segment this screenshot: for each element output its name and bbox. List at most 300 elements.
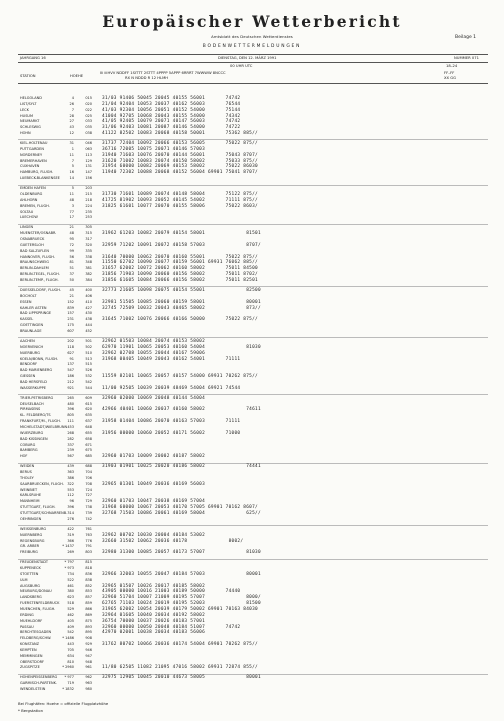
station-name: CUXHAVEN (20, 164, 40, 169)
station-height: 157 (67, 311, 74, 316)
station-id: 025 (85, 113, 92, 118)
station-name: EMDEN HAFEN (20, 186, 46, 191)
station-height: 48 (69, 231, 74, 236)
station-name: BRAUNLAGE (20, 328, 42, 333)
synop-code: 32960 01703 10047 20038 40169 57004 (102, 499, 206, 505)
station-id: 406 (85, 293, 92, 298)
station-height: 48 (69, 197, 74, 202)
station-id: 866 (85, 607, 92, 611)
station-id: 513 (85, 356, 92, 361)
station-id: 542 (85, 379, 92, 384)
synop-code: 32959 71202 10091 20072 40158 57003 8707/ (102, 242, 261, 248)
station-height: 14 (69, 176, 74, 181)
station-id: 637 (85, 419, 92, 424)
synop-code: 31737 72404 10092 20066 40153 56005 75022 875// (102, 141, 258, 147)
synop-code: 32962 00702 10030 20004 40184 53002 (102, 532, 206, 538)
station-name: REGENSBURG (20, 538, 45, 543)
station-name: LIST/SYLT (20, 101, 37, 106)
station-id: 317 (85, 237, 92, 242)
station-name: LECK (20, 107, 29, 112)
station-name: FELDBERG/SCHW. (20, 636, 52, 641)
station-name: GIESSEN (20, 374, 36, 379)
synop-code: 32660 31502 10062 20036 40178 8002/ (102, 538, 244, 544)
station-height: 396 (67, 407, 74, 412)
synop-code: 41725 81902 10093 20052 40145 54002 71111 875// (102, 197, 258, 203)
station-height: 81 (69, 260, 74, 265)
station-name: ZUGSPITZE (20, 665, 40, 670)
station-height: 111 (67, 419, 74, 424)
station-height: 4 (71, 96, 74, 100)
synop-code: 32768 71503 10086 20061 40169 58004 625// (102, 510, 261, 516)
station-name: BRAUNSCHWEIG (20, 260, 49, 265)
station-id: 963 (85, 681, 92, 686)
station-name: BERLIN-DAHLEM (20, 266, 49, 271)
station-id: 338 (85, 254, 92, 259)
station-id: 452 (85, 328, 92, 333)
time-utc-label: 00 UHR UTC (230, 64, 253, 68)
station-height: 542 (67, 630, 74, 635)
station-name: AHLHORN (20, 197, 38, 202)
station-name: DUESSELDORF, FLUGH. (20, 288, 61, 293)
station-id: 129 (85, 158, 92, 163)
code-columns-header: IIi iiiHVV NDDFF 1SITTT 2STTT 4PPPP 5APPP 6RRRT 7WWWW 8NCCC (100, 71, 226, 75)
station-height: 21 (69, 225, 74, 230)
station-id: 655 (85, 430, 92, 435)
synop-code: 31968 00405 10049 20043 40162 54001 71111 (102, 356, 241, 362)
issue-number: NUMMER 071 (454, 56, 479, 60)
station-name: NORDERNEY (20, 152, 43, 157)
station-name: BERUS (20, 470, 32, 475)
station-height: 239 (67, 448, 74, 453)
station-id: 724 (85, 487, 92, 492)
synop-code: 41/05 92405 10079 20071 40147 56003 74742 (102, 119, 241, 125)
station-name: FREUDENSTADT (20, 560, 49, 565)
station-height: 27 (69, 119, 74, 124)
station-name: PUTTGARDEN (20, 146, 44, 151)
station-name: NUERBURG (20, 350, 40, 355)
station-height: 719 (67, 681, 74, 686)
station-height: 363 (67, 470, 74, 475)
station-name: KEMPTEN (20, 647, 37, 652)
station-id: 515 (85, 362, 92, 367)
station-height: 118 (67, 344, 74, 349)
station-name: FUERSTENFELDBRUCK (20, 601, 60, 606)
synop-code: 31657 62002 10072 20062 40160 58002 75011 84500 (102, 266, 258, 272)
station-id: 675 (85, 448, 92, 453)
station-height: 11 (69, 192, 74, 197)
station-id: 704 (85, 470, 92, 475)
station-height: 386 (67, 475, 74, 480)
synop-code: 32965 01507 10026 20017 40185 58002 (102, 583, 206, 589)
station-column-header: STATION (20, 74, 36, 78)
station-name: LINGEN (20, 225, 34, 230)
station-id: 908 (85, 636, 92, 641)
station-id: 113 (85, 152, 92, 157)
station-name: BERLIN-TEMP., FLUGH. (20, 278, 59, 283)
station-id: 859 (85, 601, 92, 606)
station-name: WASSERKUPPE (20, 385, 46, 390)
station-name: HELGOLAND (20, 96, 42, 100)
station-name: MUENSTER/OSNABR. (20, 231, 57, 236)
station-height: 5 (71, 164, 74, 169)
synop-code: 42970 02001 10038 20034 40183 56006 (102, 630, 206, 636)
station-name: MICHELSTADT/WIELBRUNN (20, 424, 68, 429)
station-height: 99 (69, 248, 74, 253)
station-name: FREIBURG (20, 550, 38, 555)
station-height: 95 (69, 237, 74, 242)
station-name: FRANKFURT/M., FLUGH. (20, 419, 61, 424)
station-height: 553 (67, 487, 74, 492)
station-id: 501 (85, 339, 92, 343)
station-id: 658 (85, 436, 92, 441)
wind-columns-subheader: XX GG (444, 76, 456, 80)
station-name: BAD MARIENBERG (20, 368, 53, 373)
station-height: 77 (69, 209, 74, 214)
synop-code: 32962 02708 10055 20044 40167 59006 (102, 350, 206, 356)
station-name: MEMMINGEN (20, 653, 43, 658)
synop-code: 31954 60000 10082 20069 40153 58002 75022 86030 (102, 164, 258, 170)
station-id: 384 (85, 278, 92, 283)
station-height: * 797 (64, 560, 74, 565)
synop-code: 31968 60000 10067 20053 40170 57005 69901 70162 8607/ (102, 505, 258, 511)
station-name: MUEHLDORF (20, 618, 43, 623)
synop-code: 31/03 91406 50045 20045 40155 56001 74742 (102, 96, 241, 101)
station-name: KUPPENECK (20, 566, 41, 571)
station-name: WUERZBURG (20, 430, 44, 435)
station-name: OEHRINGEN (20, 516, 42, 521)
station-name: BENDORF (20, 362, 38, 367)
station-height: 202 (67, 339, 74, 343)
station-id: 875 (85, 618, 92, 623)
station-height: 462 (67, 612, 74, 617)
station-name: BERCHTESGADEN (20, 630, 52, 635)
station-name: BAD LIPPSPRINGE (20, 311, 52, 316)
station-name: SCHLESWIG (20, 125, 41, 130)
synop-code: 31730 71601 10089 20074 40148 58004 75122 875// (102, 192, 258, 198)
station-id: 510 (85, 350, 92, 355)
section-heading: BODENWETTERMELDUNGEN (202, 44, 302, 49)
document-subtitle: Amtsblatt des Deutschen Wetterdienstes (211, 34, 293, 39)
station-height: 921 (67, 385, 74, 390)
station-height: 529 (67, 607, 74, 611)
station-height: 409 (67, 624, 74, 629)
station-name: MUENCHEN, FLUGH. (20, 607, 56, 611)
station-id: 729 (85, 499, 92, 504)
station-height: 439 (67, 464, 74, 469)
station-id: 526 (85, 368, 92, 373)
hoehe-column-header: HOEHE (70, 74, 84, 78)
station-name: BERLIN-TEGEL, FLUGH. (20, 272, 60, 277)
station-name: PASSAU (20, 624, 34, 629)
station-id: 893 (85, 624, 92, 629)
station-height: 7 (71, 158, 74, 163)
station-id: 224 (85, 203, 92, 208)
station-name: WEISSENBURG (20, 526, 47, 531)
station-height: * 1437 (62, 544, 74, 549)
station-name: KOELN/BONN, FLUGH. (20, 356, 59, 361)
synop-code: 32745 72509 10032 20043 40465 58002 873// (102, 305, 261, 311)
synop-code: 31640 70000 10062 20070 40160 55001 75022 875// (102, 254, 258, 260)
station-height: 112 (67, 493, 74, 498)
synop-code: 32965 01301 10049 20036 40169 56003 (102, 481, 206, 487)
station-height: 268 (67, 430, 74, 435)
station-id: 382 (85, 272, 92, 277)
station-id: 381 (85, 266, 92, 271)
station-name: BREMEN, FLUGH. (20, 203, 50, 208)
station-height: 5 (71, 186, 74, 191)
station-id: 035 (85, 125, 92, 130)
synop-code: 31903 01901 10025 20020 40186 58002 74441 (102, 464, 261, 470)
synop-code: 21/04 92404 10053 20037 40162 56003 76544 (102, 101, 241, 107)
synop-code: 41/03 92304 10056 20051 40152 54000 75144 (102, 107, 241, 113)
station-id: 427 (85, 305, 92, 310)
synop-code: 32975 12905 10045 20010 44673 58005 80001 (102, 675, 261, 681)
station-height: 314 (67, 510, 74, 515)
synop-code: 31956 00000 10060 20052 40171 56002 71000 (102, 430, 241, 436)
station-name: LANDSBERG (20, 595, 42, 600)
station-name: KAHLER ASTEN (20, 305, 47, 310)
synop-code: 32773 21605 10098 20075 40154 55001 82500 (102, 288, 261, 294)
station-id: 742 (85, 516, 92, 521)
station-id: 532 (85, 374, 92, 379)
synop-code: 11940 72302 10088 20068 40152 56004 69901 75041 8707/ (102, 170, 258, 176)
synop-code: 32960 00000 10050 20048 40184 51007 74742 (102, 624, 241, 630)
station-id: 895 (85, 630, 92, 635)
station-name: STUTTGART/SCHNARRENB. (20, 510, 68, 515)
station-id: 685 (85, 454, 92, 459)
station-name: WEINBIET (20, 487, 38, 492)
station-id: 253 (85, 215, 92, 220)
synop-code: 32960 01703 10009 20002 40187 58002 (102, 454, 206, 460)
station-height: 380 (67, 589, 74, 594)
station-name: PIRMASENS (20, 407, 41, 412)
station-id: 410 (85, 299, 92, 304)
station-height: 43 (69, 125, 74, 130)
station-id: 727 (85, 493, 92, 498)
station-height: 96 (69, 499, 74, 504)
footnote-airport: Bei Flughäfen: Hoehe = offizielle Flugplatzhöhe (18, 701, 109, 706)
station-id: 738 (85, 505, 92, 510)
synop-code: 36716 72005 10075 20071 40146 57003 (102, 146, 206, 152)
station-id: 946 (85, 647, 92, 652)
station-height: 282 (67, 436, 74, 441)
station-name: BAD HERSFELD (20, 379, 47, 384)
station-id: 620 (85, 407, 92, 412)
station-height: 805 (67, 413, 74, 418)
station-name: THOLEY (20, 475, 34, 480)
station-name: SOLTAU (20, 209, 34, 214)
station-id: 761 (85, 526, 92, 531)
station-name: AACHEN (20, 339, 35, 343)
time-range-label: 18–24 (446, 64, 458, 68)
station-height: 405 (67, 618, 74, 623)
station-id: 609 (85, 395, 92, 400)
station-height: 37 (69, 272, 74, 277)
station-height: 7 (71, 107, 74, 112)
station-id: 615 (85, 401, 92, 406)
station-id: 218 (85, 197, 92, 202)
station-height: 705 (67, 647, 74, 652)
synop-code: 11/00 92505 10039 20039 48469 54004 69921 74544 (102, 385, 241, 391)
station-name: HOHENPEISSENBERG (20, 675, 58, 680)
synop-code: 62765 71103 10024 20019 40195 52003 81500 (102, 601, 261, 607)
station-name: GARMISCH-PARTENK. (20, 681, 57, 686)
station-id: 853 (85, 589, 92, 594)
code-columns-subheader: RX N NDDD R 12 HLMH (125, 76, 169, 80)
station-height: 26 (69, 101, 74, 106)
station-height: * 2960 (62, 665, 74, 670)
station-id: 763 (85, 532, 92, 537)
station-height: 276 (67, 516, 74, 521)
header-bottom-rule (18, 83, 488, 84)
header-mid-rule (18, 62, 488, 63)
station-id: 948 (85, 659, 92, 664)
station-name: STUTTGART, FLUGH. (20, 505, 56, 510)
station-name: DEUSELBACH (20, 401, 44, 406)
station-height: * 1832 (62, 687, 74, 692)
station-height: 3 (71, 203, 74, 208)
station-height: 265 (67, 395, 74, 400)
station-height: 137 (67, 362, 74, 367)
station-height: 16 (69, 170, 74, 175)
synop-code: 31962 61203 10082 20079 40154 58001 81501 (102, 231, 261, 237)
synop-code: 31940 71603 10076 20070 40144 56001 75043 8707/ (102, 152, 258, 158)
beilage-label: Beilage 1 (455, 35, 477, 40)
station-id: 147 (85, 170, 92, 175)
station-name: NOERVENICH (20, 344, 44, 349)
station-id: 063 (85, 146, 92, 151)
station-name: OBERSTDORF (20, 659, 45, 664)
station-id: 818 (85, 566, 92, 571)
station-name: BAD SALZUFLEN (20, 248, 49, 253)
station-name: SAARBRUECKEN, FLUGH. (20, 481, 64, 486)
station-id: 235 (85, 209, 92, 214)
station-name: KASSEL (20, 317, 34, 322)
station-name: NEUMARKT (20, 119, 40, 124)
station-id: 544 (85, 385, 92, 390)
synop-code: 11/80 62505 11082 21095 47016 58002 69931 72874 855// (102, 665, 258, 671)
station-height: 839 (67, 305, 74, 310)
station-height: 443 (67, 642, 74, 647)
issue-date: DIENSTAG, DEN 12. MÄRZ 1991 (218, 56, 277, 60)
synop-code: 42966 40401 10060 20037 40160 58002 74611 (102, 407, 261, 413)
station-id: 305 (85, 225, 92, 230)
station-height: 1 (71, 146, 74, 151)
station-height: 567 (67, 454, 74, 459)
station-id: 857 (85, 595, 92, 600)
station-height: 623 (67, 595, 74, 600)
station-name: HAMBURG, FLUGH. (20, 170, 54, 175)
station-name: AUGSBURG (20, 583, 40, 588)
station-name: HANNOVER, FLUGH. (20, 254, 55, 259)
station-name: LUEBECK-BLANKENSEE (20, 176, 60, 181)
station-id: 348 (85, 260, 92, 265)
station-id: 961 (85, 665, 92, 670)
station-name: OLDENBURG (20, 192, 43, 197)
station-id: 430 (85, 311, 92, 316)
station-height: 480 (67, 401, 74, 406)
station-name: HOHN (20, 131, 31, 136)
station-height: 231 (67, 317, 74, 322)
synop-code: 32960 51704 10007 21009 40195 57007 8000/ (102, 595, 261, 601)
station-name: NEUBURG/DONAU (20, 589, 52, 594)
station-height: 186 (67, 374, 74, 379)
station-id: 852 (85, 583, 92, 588)
station-height: * 973 (64, 566, 74, 571)
station-id: 315 (85, 231, 92, 236)
station-height: 810 (67, 659, 74, 664)
station-name: ESSEN (20, 299, 32, 304)
station-height: 547 (67, 368, 74, 373)
station-height: 175 (67, 323, 74, 328)
station-id: 929 (85, 642, 92, 647)
synop-code: 31762 80702 10066 20036 40174 54004 69901 70262 875// (102, 642, 258, 648)
station-height: 28 (69, 113, 74, 118)
station-id: 869 (85, 612, 92, 617)
station-height: 634 (67, 653, 74, 658)
station-height: 269 (67, 550, 74, 555)
station-name: LUECHOW (20, 215, 38, 220)
station-id: 046 (85, 141, 92, 146)
station-name: KONSTANZ (20, 642, 39, 647)
station-height: * 1486 (62, 636, 74, 641)
station-name: GUETERSLOH (20, 242, 44, 247)
synop-code: 31856 71903 10090 20060 40156 58002 75011 8702/ (102, 272, 258, 278)
station-id: 739 (85, 510, 92, 515)
station-id: 335 (85, 248, 92, 253)
station-name: OSNABRUECK (20, 237, 45, 242)
station-id: 791 (85, 544, 92, 549)
station-name: KL. FELDBERG/TS (20, 413, 51, 418)
station-height: 31 (69, 141, 74, 146)
station-height: * 977 (64, 675, 74, 680)
synop-code: 31856 61605 10084 20066 40156 58002 75011 82501 (102, 278, 258, 284)
station-id: 836 (85, 571, 92, 576)
station-id: 776 (85, 538, 92, 543)
jahrgang-label: JAHRGANG 16 (20, 56, 46, 60)
synop-code: 31/06 92403 10081 20087 40146 54000 74722 (102, 125, 241, 131)
station-name: STOETTEN (20, 571, 39, 576)
station-height: 212 (67, 379, 74, 384)
station-name: HUSUM (20, 113, 33, 118)
station-height: 396 (67, 505, 74, 510)
synop-code: 31620 71002 10083 20074 40150 58002 75033 875// (102, 158, 258, 164)
station-height: 422 (67, 526, 74, 531)
synop-code: 11550 62702 10090 20077 40159 56001 69931 76062 885// (102, 260, 258, 266)
station-name: GOETTINGEN (20, 323, 44, 328)
station-id: 980 (85, 687, 92, 692)
synop-code: 62970 11901 10065 20053 40160 54004 81030 (102, 344, 261, 350)
station-height: 91 (69, 356, 74, 361)
station-height: 453 (67, 424, 74, 429)
synop-code: 32964 01605 10040 20034 40192 58002 (102, 612, 206, 618)
synop-code: 32981 51505 10085 20060 40159 58001 80001 (102, 299, 261, 305)
station-id: 156 (85, 176, 92, 181)
station-id: 947 (85, 653, 92, 658)
station-id: 015 (85, 96, 92, 100)
footnote-mountain: * Bergstation (18, 708, 44, 713)
station-name: WEIDEN (20, 464, 35, 469)
synop-code: 41004 92705 10068 20043 40155 54000 74342 (102, 113, 241, 119)
station-id: 838 (85, 577, 92, 582)
station-height: 518 (67, 601, 74, 606)
station-id: 215 (85, 192, 92, 197)
synop-code: 41122 82502 10083 20068 40158 50001 75362 885// (102, 131, 258, 137)
station-height: 51 (69, 266, 74, 271)
station-name: KARLSRUHE (20, 493, 42, 498)
synop-code: 31645 71002 10076 20066 40166 50000 75022 875// (102, 317, 258, 323)
station-id: 320 (85, 242, 92, 247)
